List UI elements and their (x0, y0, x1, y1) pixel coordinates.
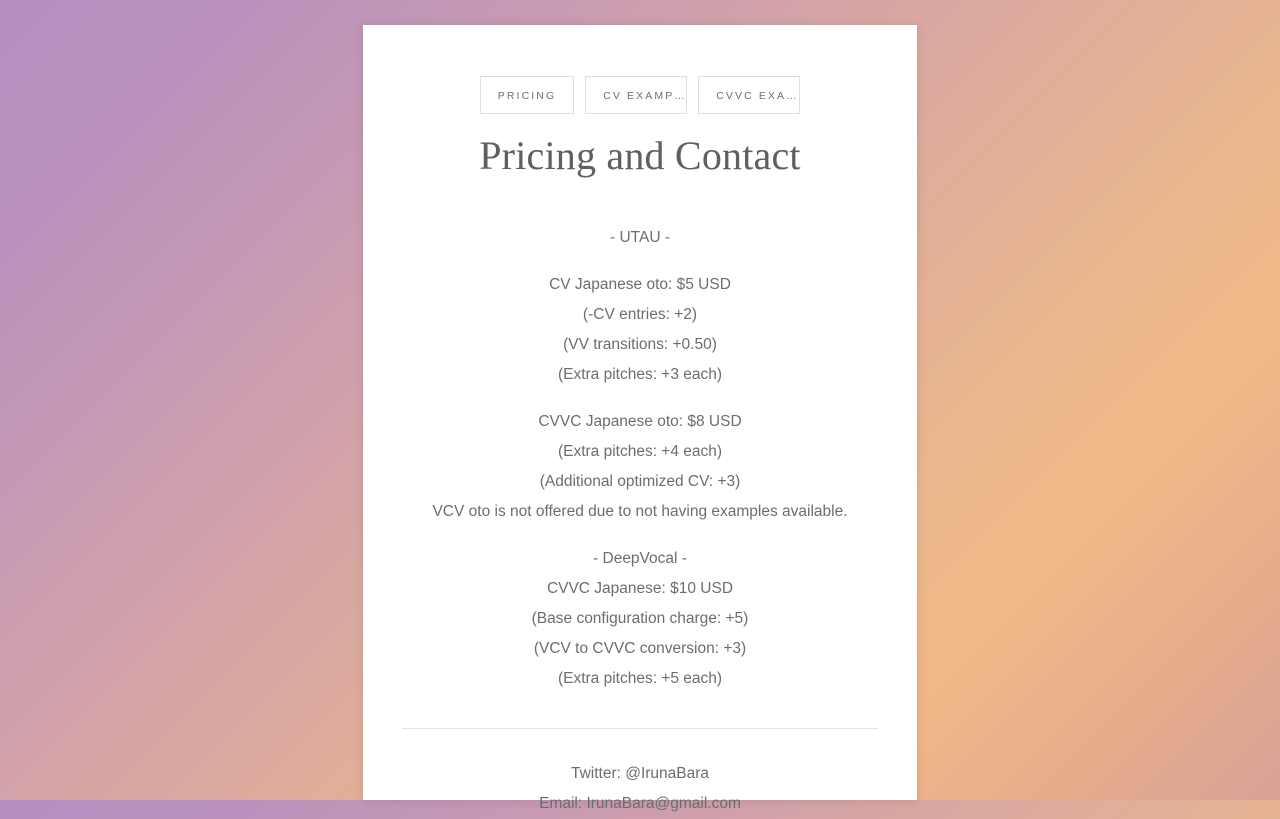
divider (402, 728, 878, 729)
price-line: (Additional optimized CV: +3) (539, 473, 741, 490)
spacer (363, 390, 917, 407)
note-line: VCV oto is not offered due to not having examples available. (432, 503, 848, 520)
contact-email[interactable]: Email: IrunaBara@gmail.com (539, 795, 741, 812)
price-line: (Extra pitches: +5 each) (557, 670, 723, 687)
price-line: (-CV entries: +2) (582, 306, 698, 323)
spacer (363, 253, 917, 270)
spacer (363, 527, 917, 544)
contact-twitter[interactable]: Twitter: @IrunaBara (570, 765, 710, 782)
price-line: (Base configuration charge: +5) (531, 610, 749, 627)
page-card (363, 25, 917, 812)
price-line: CVVC Japanese: $10 USD (546, 580, 734, 597)
page-title: Pricing and Contact (479, 133, 801, 178)
pricing-content (363, 223, 917, 694)
price-line: CV Japanese oto: $5 USD (549, 276, 731, 293)
price-line: (VV transitions: +0.50) (563, 336, 717, 353)
price-line: (Extra pitches: +4 each) (557, 443, 723, 460)
contact-block (363, 759, 917, 819)
nav-pricing[interactable]: PRICING (480, 76, 574, 114)
nav-cvvc-examples[interactable]: CVVC EXA… (698, 76, 800, 114)
section-heading-deepvocal: - DeepVocal - (593, 550, 687, 567)
price-line: (Extra pitches: +3 each) (557, 366, 723, 383)
price-line: CVVC Japanese oto: $8 USD (538, 413, 742, 430)
price-line: (VCV to CVVC conversion: +3) (533, 640, 747, 657)
section-heading-utau: - UTAU - (610, 229, 670, 246)
nav-cv-examples[interactable]: CV EXAMP… (585, 76, 687, 114)
nav-bar (363, 76, 917, 114)
